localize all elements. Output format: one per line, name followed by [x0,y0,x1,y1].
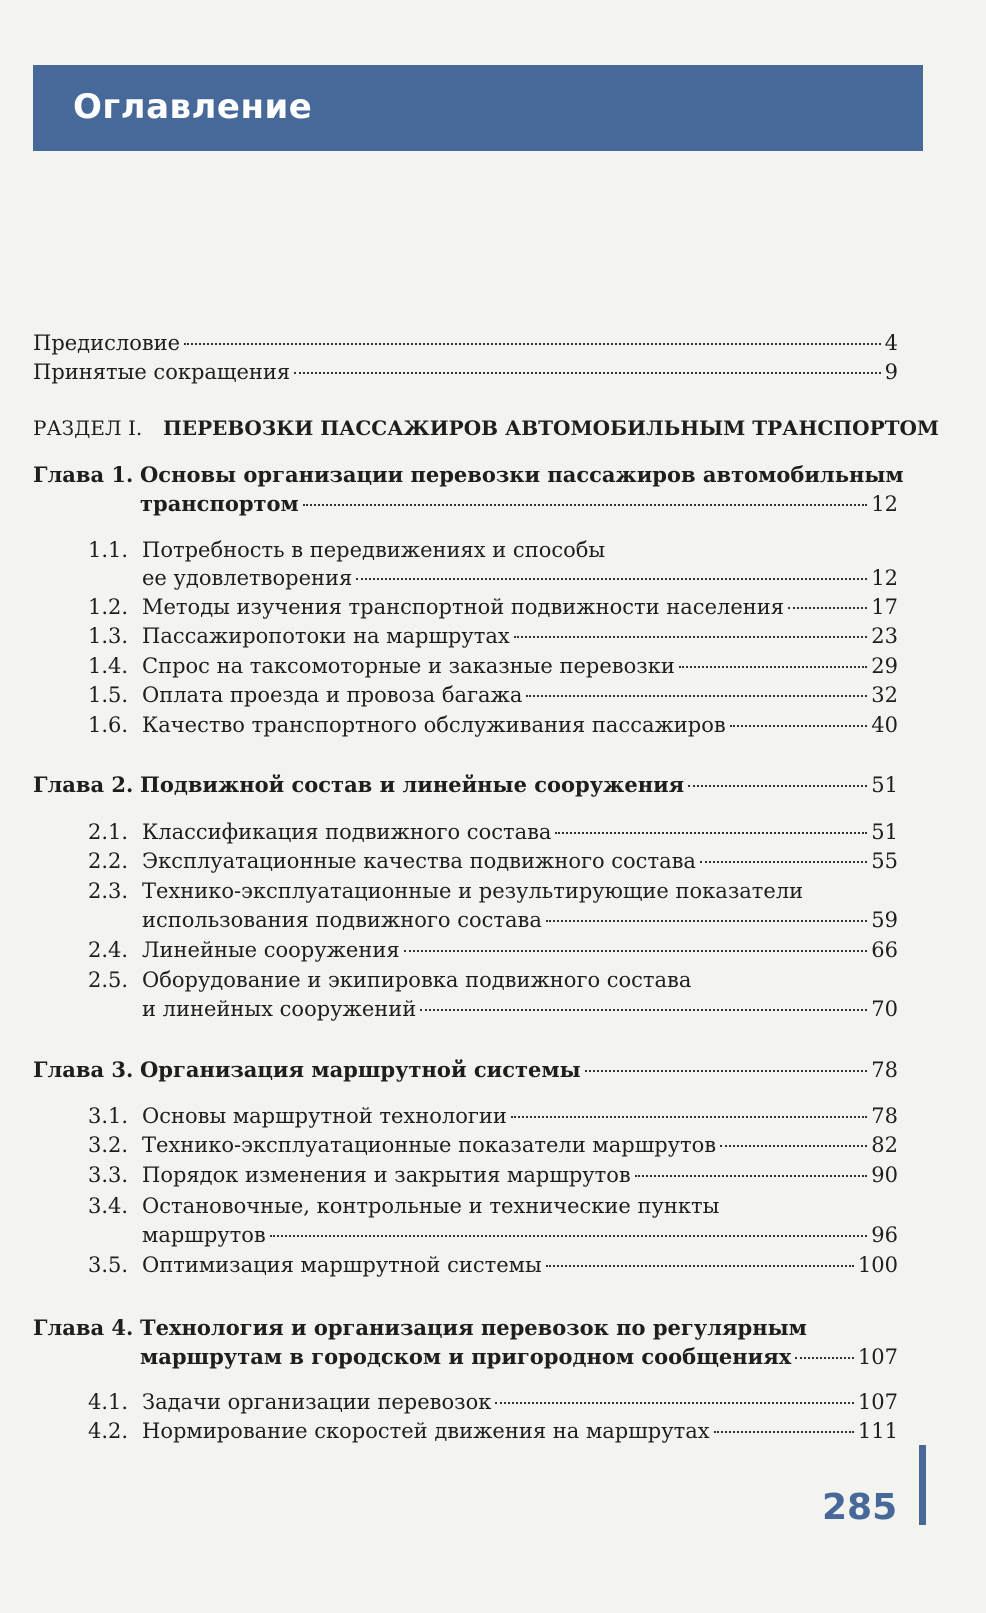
part-title: ПЕРЕВОЗКИ ПАССАЖИРОВ АВТОМОБИЛЬНЫМ ТРАНСПОРТОМ [163,416,940,440]
leader-dots [555,832,867,834]
section-title-line1: Остановочные, контрольные и технические пункты [142,1194,720,1218]
entry-page: 96 [871,1223,898,1247]
toc-entry-chapter-2[interactable] [33,770,898,800]
leader-dots [546,920,867,922]
section-number: 1.2. [88,595,129,619]
section-number: 3.5. [88,1253,129,1277]
section-number: 3.1. [88,1104,129,1128]
toc-entry-section-1-5[interactable] [88,680,898,710]
leader-dots [635,1175,868,1177]
toc-entry-section-3-1[interactable] [88,1101,898,1131]
toc-entry-section-3-4[interactable] [142,1220,898,1250]
entry-page: 90 [871,1163,898,1187]
entry-title: Эксплуатационные качества подвижного состава [142,849,696,873]
entry-title: Оплата проезда и провоза багажа [142,683,523,707]
entry-title: Нормирование скоростей движения на маршрутах [142,1419,710,1443]
toc-entry-section-2-2[interactable] [88,846,898,876]
entry-page: 78 [871,1058,898,1082]
entry-title: Основы маршрутной технологии [142,1104,507,1128]
leader-dots [585,1070,868,1072]
entry-page: 107 [857,1390,898,1414]
leader-dots [546,1265,854,1267]
toc-entry-section-4-1[interactable] [88,1387,898,1417]
leader-dots [714,1431,854,1433]
entry-page: 51 [871,773,898,797]
section-number: 1.4. [88,654,129,678]
toc-entry-section-2-3[interactable] [142,905,898,935]
section-number: 4.2. [88,1419,129,1443]
leader-dots [688,785,867,787]
leader-dots [356,578,867,580]
section-number: 2.4. [88,938,129,962]
entry-title: Оптимизация маршрутной системы [142,1253,542,1277]
toc-entry-section-3-5[interactable] [88,1250,898,1280]
leader-dots [795,1357,854,1359]
toc-entry-section-1-3[interactable] [88,621,898,651]
chapter-number: Глава 3. [33,1057,134,1082]
entry-page: 12 [871,566,898,590]
entry-page: 66 [871,938,898,962]
entry-title: и линейных сооружений [142,997,417,1021]
toc-entry-section-1-1[interactable] [142,563,898,593]
leader-dots [788,607,867,609]
entry-title: Задачи организации перевозок [142,1390,492,1414]
leader-dots [294,372,881,374]
section-number: 2.5. [88,968,129,992]
entry-title: транспортом [140,491,299,516]
entry-page: 4 [884,331,898,355]
section-title-line1: Оборудование и экипировка подвижного состава [142,968,692,992]
entry-title: Технико-эксплуатационные показатели маршрутов [142,1133,717,1157]
page-edge-marker [919,1445,926,1525]
entry-page: 40 [871,713,898,737]
entry-page: 17 [871,595,898,619]
entry-page: 107 [857,1345,898,1369]
entry-page: 55 [871,849,898,873]
leader-dots [700,861,867,863]
entry-title: Предисловие [33,331,181,355]
toc-entry-preface[interactable] [33,328,898,358]
chapter-number: Глава 1. [33,462,134,487]
chapter-number: Глава 4. [33,1315,134,1340]
entry-page: 82 [871,1133,898,1157]
entry-title: Линейные сооружения [142,938,400,962]
entry-title: ее удовлетворения [142,566,353,590]
leader-dots [420,1009,867,1011]
section-number: 2.1. [88,820,129,844]
section-number: 1.3. [88,624,129,648]
toc-entry-section-1-6[interactable] [88,710,898,740]
leader-dots [679,666,867,668]
entry-page: 9 [884,360,898,384]
entry-page: 51 [871,820,898,844]
entry-page: 59 [871,908,898,932]
leader-dots [720,1145,867,1147]
toc-entry-section-2-4[interactable] [88,935,898,965]
chapter-title-line1: Основы организации перевозки пассажиров автомобильным [140,462,904,487]
toc-header-banner [33,65,923,151]
leader-dots [184,343,881,345]
entry-title: Качество транспортного обслуживания пассажиров [142,713,726,737]
part-heading [33,413,939,443]
leader-dots [404,950,868,952]
entry-page: 100 [857,1253,898,1277]
entry-title: Пассажиропотоки на маршрутах [142,624,510,648]
toc-entry-chapter-4[interactable] [140,1342,898,1372]
toc-entry-section-4-2[interactable] [88,1416,898,1446]
toc-entry-section-1-4[interactable] [88,651,898,681]
section-number: 1.6. [88,713,129,737]
entry-page: 12 [871,492,898,516]
entry-title: Принятые сокращения [33,360,291,384]
leader-dots [270,1235,868,1237]
leader-dots [526,695,867,697]
leader-dots [303,504,867,506]
toc-entry-section-2-1[interactable] [88,817,898,847]
section-number: 2.2. [88,849,129,873]
entry-page: 70 [871,997,898,1021]
section-title-line1: Потребность в передвижениях и способы [142,538,606,562]
section-number: 3.4. [88,1194,129,1218]
toc-entry-abbreviations[interactable] [33,357,898,387]
page-number: 285 [822,1487,898,1528]
toc-entry-chapter-1[interactable] [140,489,898,519]
toc-entry-section-3-2[interactable] [88,1130,898,1160]
toc-entry-section-2-5[interactable] [142,994,898,1024]
entry-title: маршрутам в городском и пригородном сообщениях [140,1344,792,1369]
entry-title: Спрос на таксомоторные и заказные перевозки [142,654,675,678]
chapter-number: Глава 2. [33,772,134,797]
entry-title: использования подвижного состава [142,908,542,932]
section-number: 1.1. [88,538,129,562]
entry-page: 29 [871,654,898,678]
leader-dots [730,725,868,727]
section-title-line1: Технико-эксплуатационные и результирующие показатели [142,879,804,903]
section-number: 3.3. [88,1163,129,1187]
toc-entry-section-3-3[interactable] [88,1160,898,1190]
toc-title: Оглавление [73,87,313,127]
leader-dots [514,636,867,638]
entry-title: Методы изучения транспортной подвижности населения [142,595,785,619]
section-number: 2.3. [88,879,129,903]
section-number: 4.1. [88,1390,129,1414]
entry-page: 23 [871,624,898,648]
entry-title: Порядок изменения и закрытия маршрутов [142,1163,631,1187]
leader-dots [495,1402,854,1404]
entry-title: Подвижной состав и линейные сооружения [140,772,685,797]
entry-page: 78 [871,1104,898,1128]
section-number: 3.2. [88,1133,129,1157]
leader-dots [511,1116,867,1118]
entry-page: 32 [871,683,898,707]
entry-title: маршрутов [142,1223,266,1247]
toc-entry-chapter-3[interactable] [33,1055,898,1085]
part-label: РАЗДЕЛ I. [33,416,143,440]
entry-title: Организация маршрутной системы [140,1057,581,1082]
entry-title: Классификация подвижного состава [142,820,552,844]
section-number: 1.5. [88,683,129,707]
entry-page: 111 [857,1419,898,1443]
chapter-title-line1: Технология и организация перевозок по регулярным [140,1315,807,1340]
toc-entry-section-1-2[interactable] [88,592,898,622]
